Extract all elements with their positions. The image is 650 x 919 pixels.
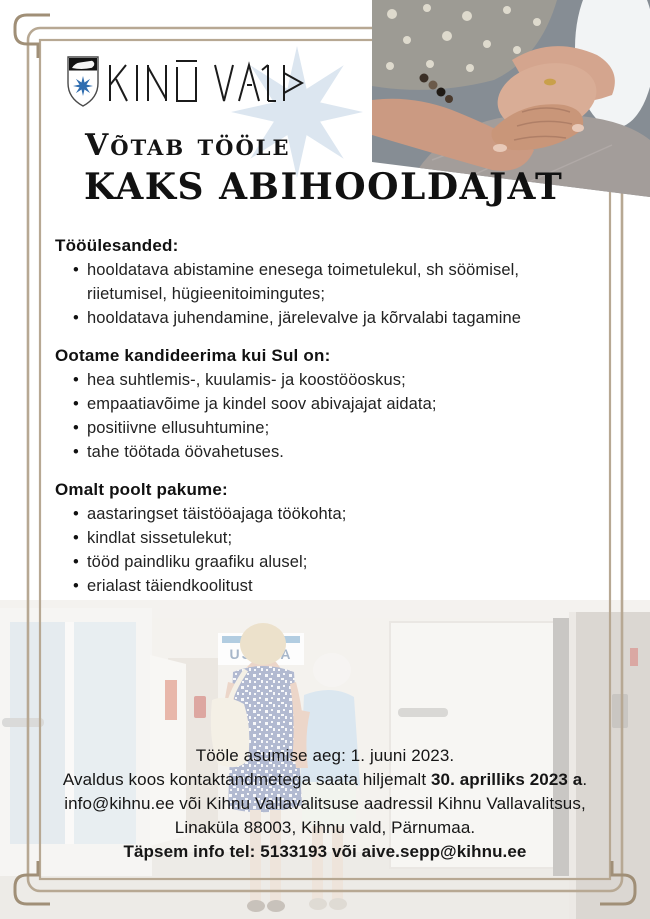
section-heading: Omalt poolt pakume: [55,480,228,499]
list-item-text: positiivne ellusuhtumine; [87,419,270,437]
bullet-icon: • [73,529,79,547]
bullet-icon: • [73,309,79,327]
headline-kaks-abihooldajat: KAKS ABIHOOLDAJAT [84,166,564,208]
kihnu-vald-wordmark [106,57,311,107]
subtitle-votab-toole: Võtab tööle [85,128,291,163]
bullet-icon: • [73,261,79,279]
deadline-text: Avaldus koos kontaktandmetega saata hiljemalt [62,770,431,789]
list-item-text: tahe töötada öövahetuses. [87,443,284,461]
list-item [55,502,600,526]
list-item-text: erialast täiendkoolitust [87,577,253,595]
list-item-text: hooldatava abistamine enesega toimetulekul, sh söömisel, riietumisel, hügieenitoimingutes; [87,261,520,303]
list-item [55,368,600,392]
bullet-icon: • [73,371,79,389]
start-date-line: Tööle asumise aeg: 1. juuni 2023. [195,746,455,765]
job-description [55,234,600,612]
deadline-line [0,768,650,792]
section-heading: Ootame kandideerima kui Sul on: [55,346,331,365]
bullet-icon: • [73,419,79,437]
list-item [55,574,600,598]
list-item [55,306,600,330]
address-line-1: info@kihnu.ee või Kihnu Vallavalitsuse aadressil Kihnu Vallavalitsus, [64,794,586,813]
deadline-period: . [582,770,588,789]
list-item [55,550,600,574]
kihnu-coat-of-arms [66,55,100,108]
list-item-text: tööd paindliku graafiku alusel; [87,553,308,571]
list-item-text: kindlat sissetulekut; [87,529,233,547]
section-expectations [55,344,600,464]
list-item-text: empaatiavõime ja kindel soov abivajajat aidata; [87,395,437,413]
list-item [55,258,600,306]
contact-line: Täpsem info tel: 5133193 või aive.sepp@kihnu.ee [123,842,527,861]
section-offer [55,478,600,598]
bullet-icon: • [73,395,79,413]
list-item [55,526,600,550]
list-item-text: hea suhtlemis-, kuulamis- ja koostööoskus; [87,371,406,389]
list-item [55,392,600,416]
list-item [55,416,600,440]
section-heading: Tööülesanded: [55,236,179,255]
section-tasks [55,234,600,330]
bullet-icon: • [73,553,79,571]
list-item [55,440,600,464]
application-info [0,744,650,864]
deadline-date: 30. aprilliks 2023 a [430,770,583,789]
list-item-text: aastaringset täistööajaga töökohta; [87,505,347,523]
bullet-icon: • [73,505,79,523]
address-line-2: Linaküla 88003, Kihnu vald, Pärnumaa. [174,818,476,837]
bullet-icon: • [73,443,79,461]
list-item-text: hooldatava juhendamine, järelevalve ja kõrvalabi tagamine [87,309,522,327]
bullet-icon: • [73,577,79,595]
